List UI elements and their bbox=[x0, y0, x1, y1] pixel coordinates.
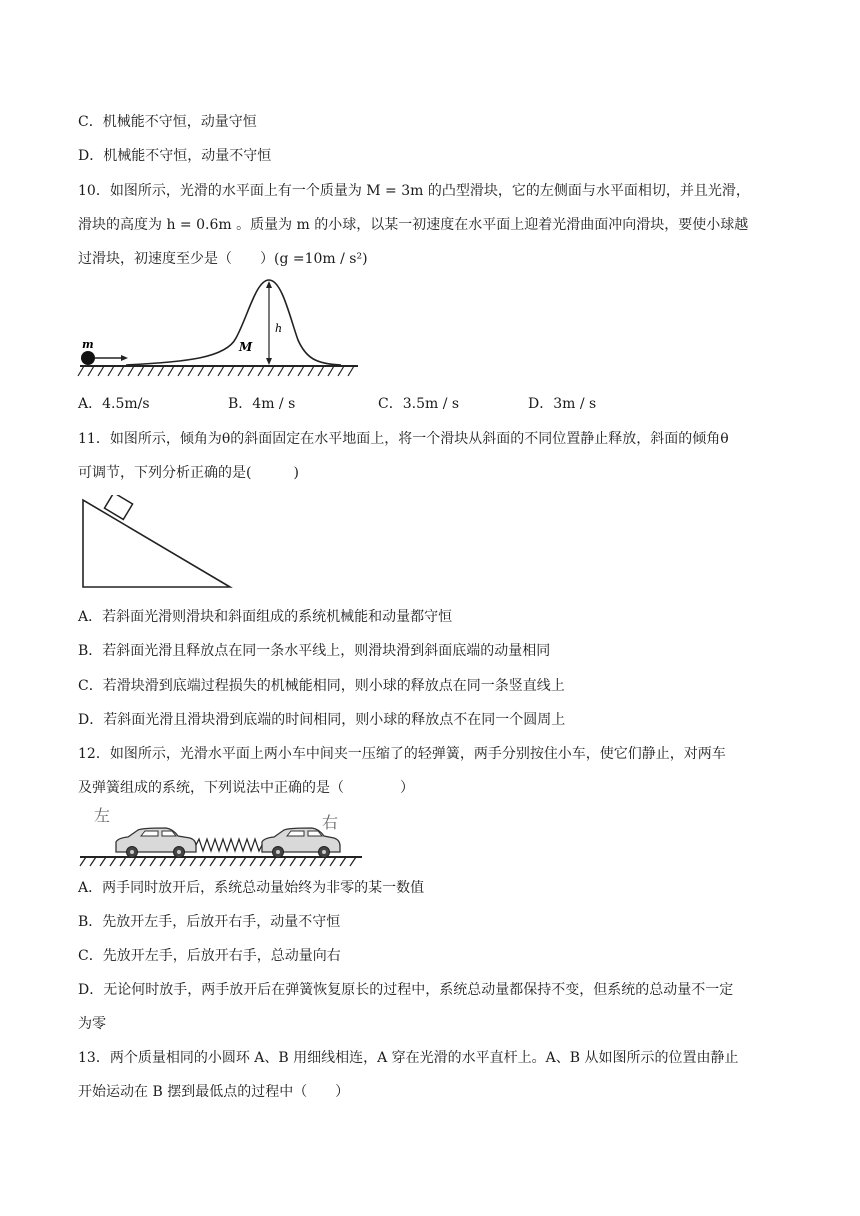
q10-option-a: A．4.5m/s bbox=[78, 396, 150, 412]
q10-option-c: C．3.5m / s bbox=[378, 396, 460, 412]
q12-option-b: B．先放开左手，后放开右手，动量不守恒 bbox=[78, 914, 341, 930]
q12-left-car bbox=[116, 828, 196, 858]
q12-text-line1: 12．如图所示，光滑水平面上两小车中间夹一压缩了的轻弹簧，两手分别按住小车，使它们静止，对两车 bbox=[78, 746, 726, 762]
q10-ball bbox=[81, 351, 95, 365]
q10-height-label: h bbox=[275, 322, 283, 335]
q10-figure-bump-slider bbox=[76, 278, 366, 383]
q11-option-b: B．若斜面光滑且释放点在同一条水平线上，则滑块滑到斜面底端的动量相同 bbox=[78, 643, 551, 659]
q11-option-d: D．若斜面光滑且滑块滑到底端的时间相同，则小球的释放点不在同一个圆周上 bbox=[78, 712, 566, 728]
q12-option-d-cont: 为零 bbox=[78, 1016, 106, 1032]
q12-spring bbox=[196, 839, 262, 851]
q10-option-b: B．4m / s bbox=[228, 396, 296, 412]
q12-right-car bbox=[262, 828, 340, 858]
q10-text-line2: 滑块的高度为 h = 0.6m 。质量为 m 的小球，以某一初速度在水平面上迎着光滑曲面冲向滑块，要使小球越 bbox=[78, 217, 749, 233]
q10-text-line1: 10．如图所示，光滑的水平面上有一个质量为 M = 3m 的凸型滑块，它的左侧面与水平面相切，并且光滑， bbox=[78, 183, 750, 199]
q11-option-a: A．若斜面光滑则滑块和斜面组成的系统机械能和动量都守恒 bbox=[78, 609, 453, 625]
q11-figure-incline bbox=[80, 495, 240, 595]
q11-text-line2: 可调节，下列分析正确的是( ) bbox=[78, 465, 299, 481]
q9-option-d: D．机械能不守恒，动量不守恒 bbox=[78, 148, 272, 164]
q12-option-a: A．两手同时放开后，系统总动量始终为非零的某一数值 bbox=[78, 880, 425, 896]
q12-option-c: C．先放开左手，后放开右手，总动量向右 bbox=[78, 948, 341, 964]
q12-option-d: D．无论何时放手，两手放开后在弹簧恢复原长的过程中，系统总动量都保持不变，但系统的总动量不一定 bbox=[78, 982, 734, 998]
q11-option-c: C．若滑块滑到底端过程损失的机械能相同，则小球的释放点在同一条竖直线上 bbox=[78, 678, 565, 694]
q10-option-d: D．3m / s bbox=[528, 396, 597, 412]
q13-text-line2: 开始运动在 B 摆到最低点的过程中（ ） bbox=[78, 1084, 350, 1100]
q10-text-line3: 过滑块，初速度至少是（ ）(g =10m / s²) bbox=[78, 251, 368, 267]
q10-ball-label: m bbox=[82, 338, 94, 351]
q13-text-line1: 13．两个质量相同的小圆环 A、B 用细线相连，A 穿在光滑的水平直杆上。A、B 从如图所示的位置由静止 bbox=[78, 1050, 739, 1066]
q12-left-label: 左 bbox=[94, 806, 111, 825]
q11-text-line1: 11．如图所示，倾角为θ的斜面固定在水平地面上，将一个滑块从斜面的不同位置静止释放，斜面的倾角θ bbox=[78, 431, 729, 447]
q10-block-label: M bbox=[239, 340, 253, 354]
q12-right-label: 右 bbox=[322, 813, 339, 832]
q12-figure-carts-spring bbox=[78, 800, 368, 870]
q9-option-c: C．机械能不守恒，动量守恒 bbox=[78, 114, 257, 130]
q12-text-line2: 及弹簧组成的系统，下列说法中正确的是（ ） bbox=[78, 780, 414, 796]
q10-options bbox=[78, 394, 798, 414]
